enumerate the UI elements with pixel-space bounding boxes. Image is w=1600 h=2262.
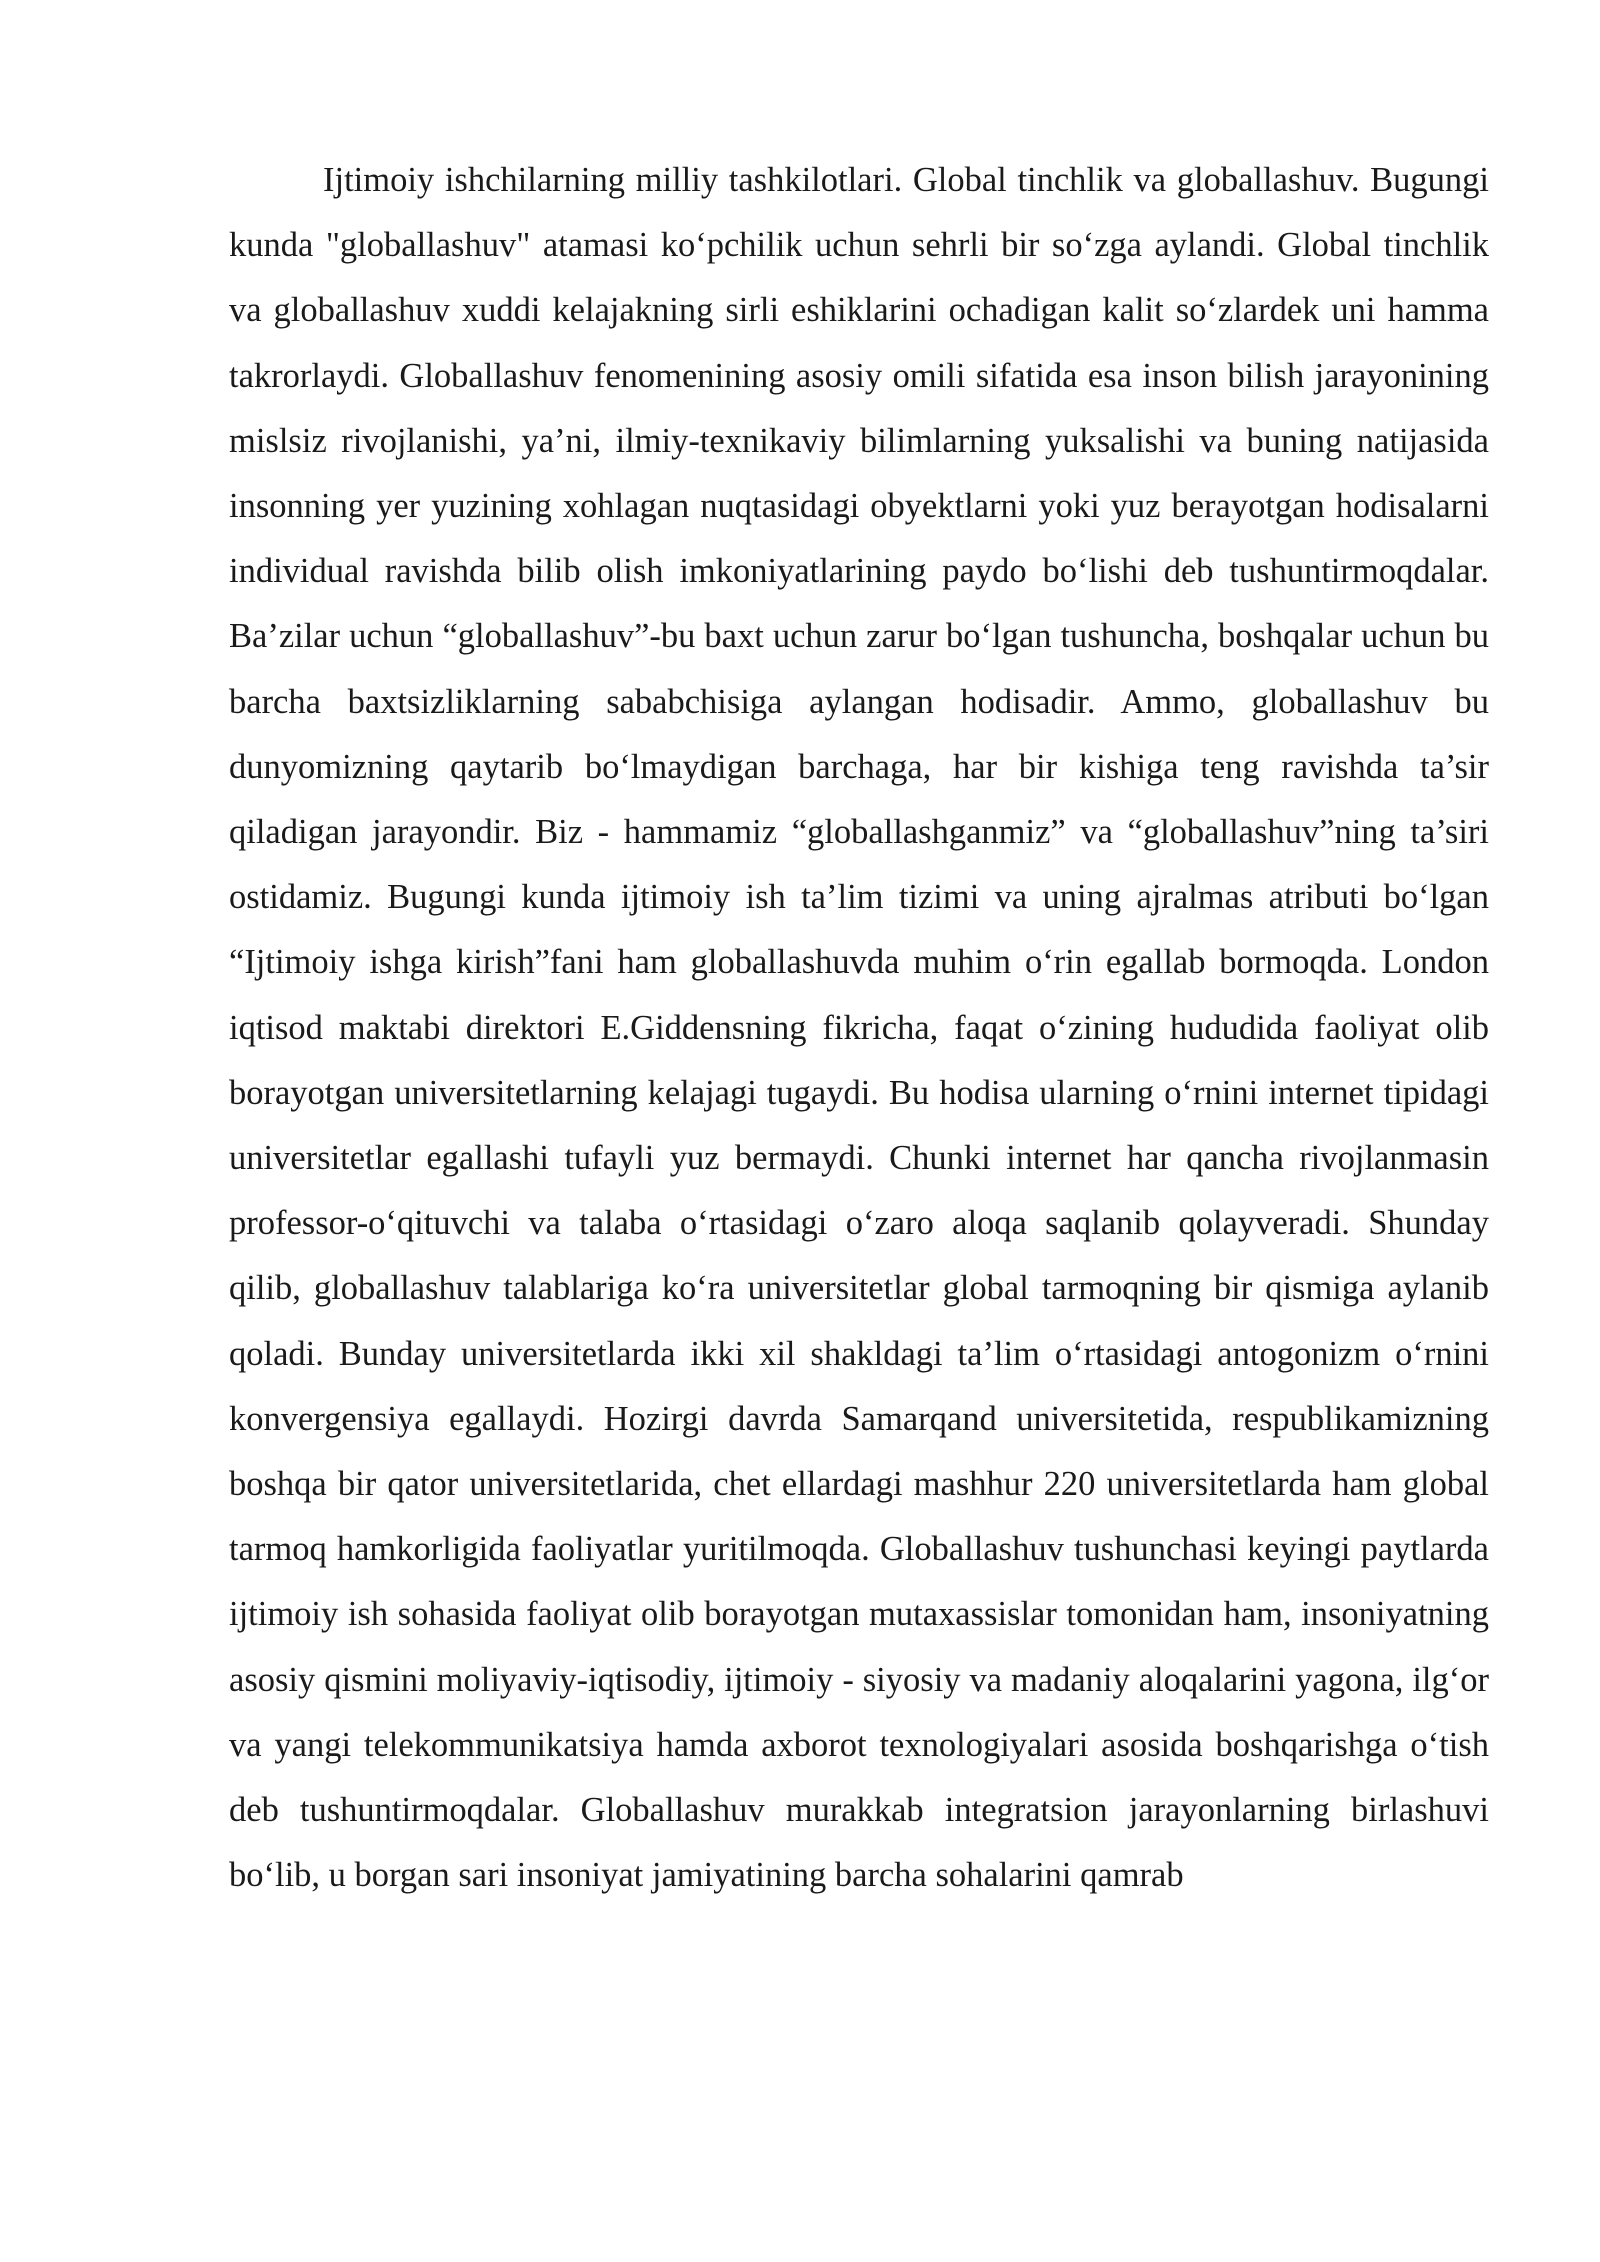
body-paragraph: Ijtimoiy ishchilarning milliy tashkilotlari. Global tinchlik va globallashuv. Bugungi kunda "globallashuv" atamasi koʻpchilik uchun sehrli bir soʻzga aylandi. Global tinchlik va globallashuv xuddi kelajakning sirli eshiklarini ochadigan kalit soʻzlardek uni hamma takrorlaydi. Globallashuv fenomenining asosiy omili sifatida esa inson bilish jarayonining mislsiz rivojlanishi, ya’ni, ilmiy-texnikaviy bilimlarning yuksalishi va buning natijasida insonning yer yuzining xohlagan nuqtasidagi obyektlarni yoki yuz berayotgan hodisalarni individual ravishda bilib olish imkoniyatlarining paydo boʻlishi deb tushuntirmoqdalar. Ba’zilar uchun “globallashuv”-bu baxt uchun zarur boʻlgan tushuncha, boshqalar uchun bu barcha baxtsizliklarning sababchisiga aylangan hodisadir. Ammo, globallashuv bu dunyomizning qaytarib boʻlmaydigan barchaga, har bir kishiga teng ravishda ta’sir qiladigan jarayondir. Biz - hammamiz “globallashganmiz” va “globallashuv”ning ta’siri ostidamiz. Bugungi kunda ijtimoiy ish ta’lim tizimi va uning ajralmas atributi boʻlgan “Ijtimoiy ishga kirish”fani ham globallashuvda muhim oʻrin egallab bormoqda. London iqtisod maktabi direktori E.Giddensning fikricha, faqat oʻzining hududida faoliyat olib borayotgan universitetlarning kelajagi tugaydi. Bu hodisa ularning oʻrnini internet tipidagi universitetlar egallashi tufayli yuz bermaydi. Chunki internet har qancha rivojlanmasin professor-oʻqituvchi va talaba oʻrtasidagi oʻzaro aloqa saqlanib qolayveradi. Shunday qilib, globallashuv talablariga koʻra universitetlar global tarmoqning bir qismiga aylanib qoladi. Bunday universitetlarda ikki xil shakldagi ta’lim oʻrtasidagi antogonizm oʻrnini konvergensiya egallaydi. Hozirgi davrda Samarqand universitetida, respublikamizning boshqa bir qator universitetlarida, chet ellardagi mashhur 220 universitetlarda ham global tarmoq hamkorligida faoliyatlar yuritilmoqda. Globallashuv tushunchasi keyingi paytlarda ijtimoiy ish sohasida faoliyat olib borayotgan mutaxassislar tomonidan ham, insoniyatning asosiy qismini moliyaviy-iqtisodiy, ijtimoiy - siyosiy va madaniy aloqalarini yagona, ilgʻor va yangi telekommunikatsiya hamda axborot texnologiyalari asosida boshqarishga oʻtish deb tushuntirmoqdalar. Globallashuv murakkab integratsion jarayonlarning birlashuvi boʻlib, u borgan sari insoniyat jamiyatining barcha sohalarini qamrab [229, 161, 1489, 1895]
